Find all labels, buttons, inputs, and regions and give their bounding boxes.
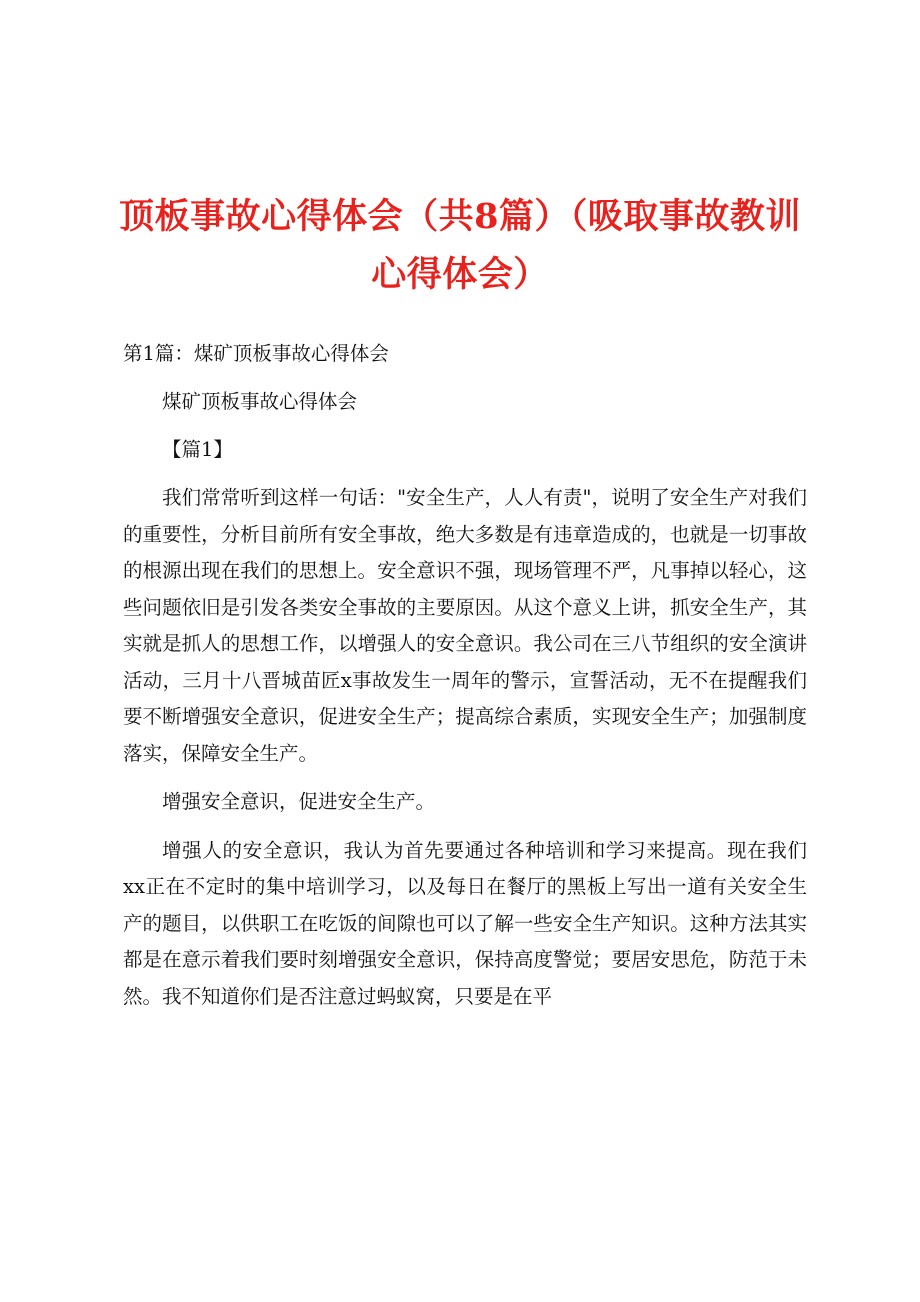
paragraph: 我们常常听到这样一句话："安全生产，人人有责"，说明了安全生产对我们的重要性，分析目前所有安全事故，绝大多数是有违章造成的，也就是一切事故的根源出现在我们的思想上。安全意识不强，现场管理不严，凡事掉以轻心，这些问题依旧是引发各类安全事故的主要原因。从这个意义上讲，抓安全生产，其实就是抓人的思想工作，以增强人的安全意识。我公司在三八节组织的安全演讲活动，三月十八晋城苗匠x事故发生一周年的警示，宣誓活动，无不在提醒我们要不断增强安全意识，促进安全生产；提高综合素质，实现安全生产；加强制度落实，保障安全生产。 <box>123 486 807 765</box>
document-body <box>123 336 807 1015</box>
document-title: 顶板事故心得体会（共8篇）（吸取事故教训心得体会） <box>119 196 801 295</box>
paragraph: 增强安全意识，促进安全生产。 <box>162 790 436 813</box>
article-subtitle: 煤矿顶板事故心得体会 <box>162 390 358 413</box>
section-label: 【篇1】 <box>162 438 233 461</box>
paragraph: 增强人的安全意识，我认为首先要通过各种培训和学习来提高。现在我们xx正在不定时的集中培训学习，以及每日在餐厅的黑板上写出一道有关安全生产的题目，以供职工在吃饭的间隙也可以了解一些安全生产知识。这种方法其实都是在意示着我们要时刻增强安全意识，保持高度警觉；要居安思危，防范于未然。我不知道你们是否注意过蚂蚁窝，只要是在平 <box>123 838 807 1008</box>
chapter-heading: 第1篇：煤矿顶板事故心得体会 <box>123 342 389 365</box>
